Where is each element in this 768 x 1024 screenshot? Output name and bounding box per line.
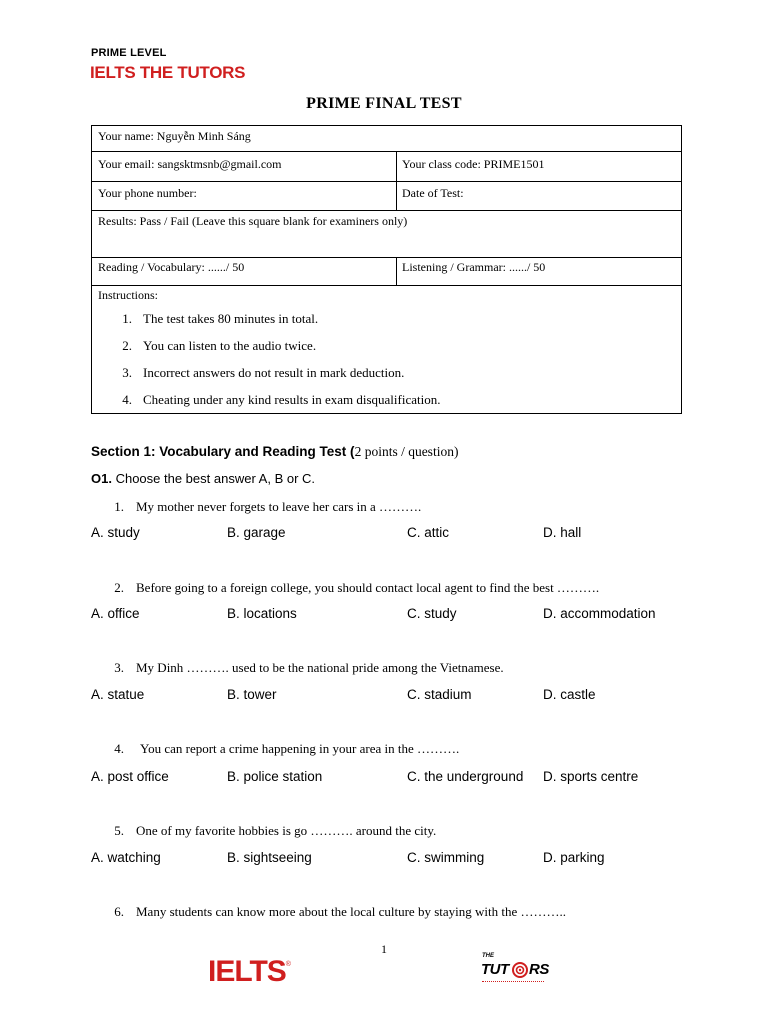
section-points: 2 points / question) (354, 444, 459, 459)
answer-option: B. locations (227, 606, 297, 621)
instruction-text: Incorrect answers do not result in mark deduction. (143, 365, 405, 380)
brand-title: IELTS THE TUTORS (90, 63, 246, 82)
question-number: 1. (114, 499, 124, 514)
answer-option: C. swimming (407, 850, 485, 865)
date-field: Date of Test: (402, 186, 464, 200)
instruction-number: 2. (122, 338, 132, 353)
class-code-field: Your class code: PRIME1501 (402, 157, 545, 171)
answer-option: A. statue (91, 687, 145, 702)
section-title: Section 1: Vocabulary and Reading Test ( (91, 444, 355, 459)
answer-option: C. the underground (407, 769, 524, 784)
instruction-number: 1. (122, 311, 132, 326)
level-label: PRIME LEVEL (91, 47, 167, 59)
answer-option: B. police station (227, 769, 323, 784)
answer-option: B. sightseeing (227, 850, 312, 865)
answer-option: C. study (407, 606, 457, 621)
instruction-text: Cheating under any kind results in exam disqualification. (143, 392, 441, 407)
instruction-number: 4. (122, 392, 132, 407)
registered-mark: ® (285, 961, 290, 968)
tutors-logo-underline (482, 981, 544, 982)
answer-option: B. tower (227, 687, 277, 702)
question-text: My mother never forgets to leave her cars in a ………. (136, 499, 422, 514)
table-divider (92, 181, 681, 182)
target-icon (512, 962, 528, 978)
answer-option: D. hall (543, 525, 582, 540)
question-text: Before going to a foreign college, you should contact local agent to find the best ………. (136, 580, 600, 595)
question-number: 6. (114, 904, 124, 919)
instruction-text: The test takes 80 minutes in total. (143, 311, 319, 326)
tutors-logo-the: THE (482, 953, 494, 959)
answer-option: A. post office (91, 769, 169, 784)
table-divider (92, 257, 681, 258)
ielts-logo (208, 955, 290, 989)
student-info-table (91, 125, 682, 414)
the-tutors-logo (480, 953, 550, 993)
answer-option: A. study (91, 525, 140, 540)
question-group-heading (91, 471, 315, 487)
table-divider (92, 285, 681, 286)
tutors-logo-word-b: RS (529, 961, 549, 978)
answer-option: B. garage (227, 525, 286, 540)
question-text: One of my favorite hobbies is go ………. around the city. (136, 823, 437, 838)
email-field: Your email: sangsktmsnb@gmail.com (98, 157, 282, 171)
table-divider (92, 210, 681, 211)
instructions-label: Instructions: (98, 288, 158, 302)
section-heading (91, 444, 458, 460)
ielts-logo-text: IELTS (208, 955, 286, 988)
page-number: 1 (381, 942, 387, 956)
answer-option: A. office (91, 606, 140, 621)
results-field: Results: Pass / Fail (Leave this square blank for examiners only) (98, 214, 408, 228)
tutors-logo-word-a: TUT (481, 961, 509, 978)
answer-option: D. accommodation (543, 606, 656, 621)
name-field: Your name: Nguyễn Minh Sáng (98, 129, 251, 143)
instruction-text: You can listen to the audio twice. (143, 338, 317, 353)
table-divider (396, 151, 397, 210)
question-number: 2. (114, 580, 124, 595)
page-title: PRIME FINAL TEST (306, 95, 462, 112)
answer-option: C. stadium (407, 687, 472, 702)
answer-option: D. castle (543, 687, 596, 702)
question-group-label: O1. (91, 471, 112, 486)
question-text: You can report a crime happening in your area in the ………. (140, 741, 460, 756)
question-number: 5. (114, 823, 124, 838)
reading-score-field: Reading / Vocabulary: ....../ 50 (98, 260, 245, 274)
answer-option: D. sports centre (543, 769, 639, 784)
question-text: My Dinh ………. used to be the national pride among the Vietnamese. (136, 660, 504, 675)
answer-option: A. watching (91, 850, 161, 865)
listening-score-field: Listening / Grammar: ....../ 50 (402, 260, 546, 274)
question-number: 4. (114, 741, 124, 756)
question-text: Many students can know more about the local culture by staying with the ……….. (136, 904, 566, 919)
table-divider (396, 257, 397, 285)
phone-field: Your phone number: (98, 186, 197, 200)
question-group-instruction: Choose the best answer A, B or C. (111, 471, 316, 486)
question-number: 3. (114, 660, 124, 675)
table-divider (92, 151, 681, 152)
answer-option: D. parking (543, 850, 605, 865)
instruction-number: 3. (122, 365, 132, 380)
answer-option: C. attic (407, 525, 450, 540)
